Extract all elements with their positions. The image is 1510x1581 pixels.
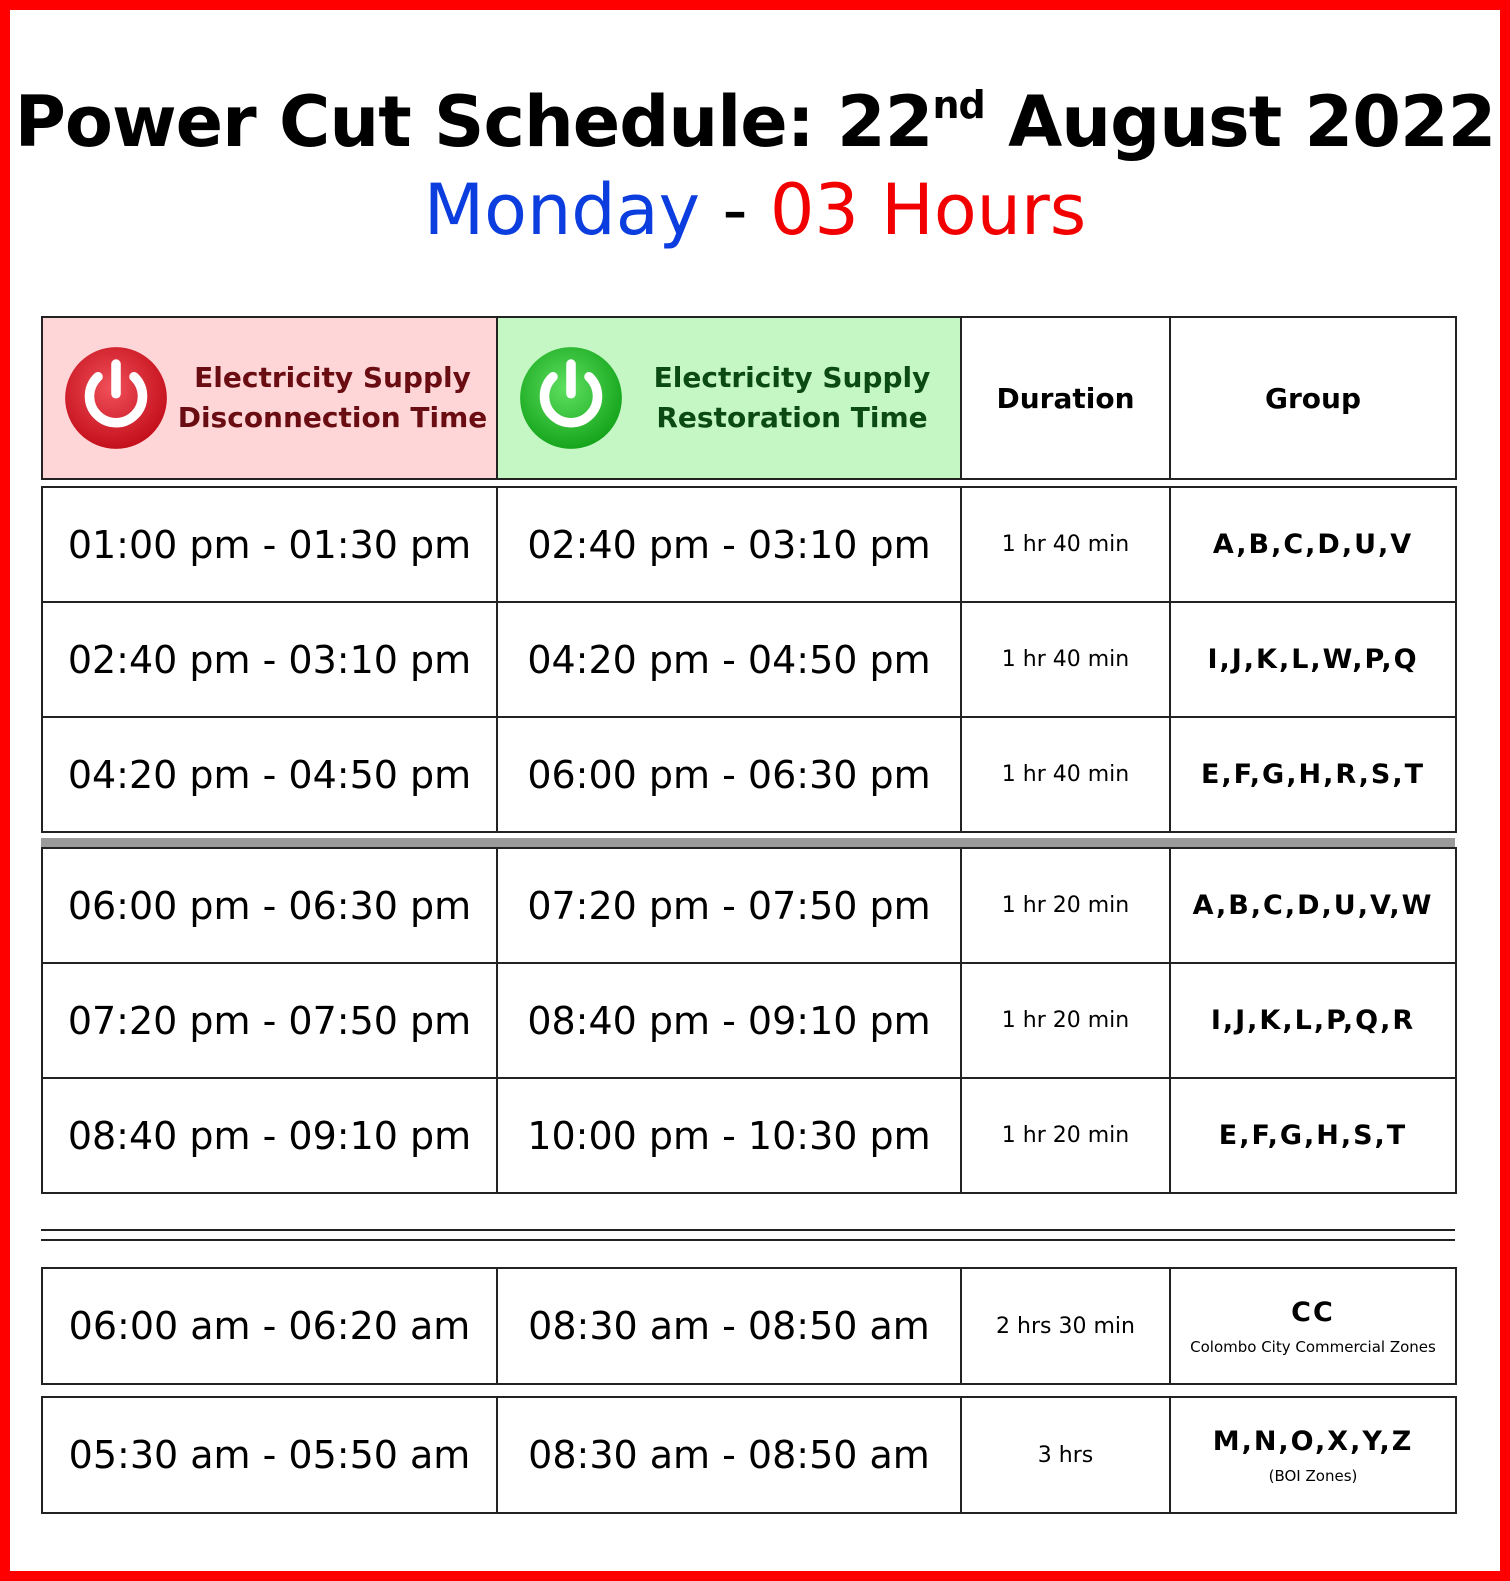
restore-header-cell: [497, 317, 961, 479]
table-row: [42, 602, 1456, 717]
group-value: A,B,C,D,U,V: [1170, 487, 1456, 602]
schedule-special-cc: [41, 1267, 1457, 1385]
table-row: [42, 963, 1456, 1078]
group-value: E,F,G,H,R,S,T: [1170, 717, 1456, 832]
restore-time: 10:00 pm - 10:30 pm: [497, 1078, 961, 1193]
duration-value: 1 hr 20 min: [961, 963, 1170, 1078]
group-value: M,N,O,X,Y,Z: [1212, 1425, 1414, 1457]
schedule-block-1: [41, 486, 1457, 833]
duration-header: Duration: [961, 317, 1170, 479]
group-value: CC: [1291, 1296, 1335, 1328]
subtitle-dash: -: [722, 169, 748, 251]
restore-time: 08:40 pm - 09:10 pm: [497, 963, 961, 1078]
restore-time: 07:20 pm - 07:50 pm: [497, 848, 961, 963]
disconnect-header-line1: Electricity Supply: [194, 361, 471, 394]
divider-line-2: [41, 1239, 1455, 1241]
group-note: (BOI Zones): [1268, 1466, 1358, 1485]
disconnect-time: 08:40 pm - 09:10 pm: [42, 1078, 497, 1193]
restore-time: 04:20 pm - 04:50 pm: [497, 602, 961, 717]
duration-value: 3 hrs: [961, 1397, 1170, 1513]
restore-time: 06:00 pm - 06:30 pm: [497, 717, 961, 832]
table-row: [42, 1268, 1456, 1384]
group-cell: [1170, 1268, 1456, 1384]
group-note: Colombo City Commercial Zones: [1190, 1337, 1436, 1356]
disconnect-time: 02:40 pm - 03:10 pm: [42, 602, 497, 717]
group-value: A,B,C,D,U,V,W: [1170, 848, 1456, 963]
table-row: [42, 1078, 1456, 1193]
group-header: Group: [1170, 317, 1456, 479]
page-subtitle: [0, 168, 1510, 252]
group-cell: [1170, 1397, 1456, 1513]
table-row: [42, 487, 1456, 602]
disconnect-time: 06:00 pm - 06:30 pm: [42, 848, 497, 963]
duration-value: 1 hr 40 min: [961, 717, 1170, 832]
disconnect-time: 07:20 pm - 07:50 pm: [42, 963, 497, 1078]
divider-line-1: [41, 1229, 1455, 1231]
disconnect-time: 04:20 pm - 04:50 pm: [42, 717, 497, 832]
group-value: I,J,K,L,W,P,Q: [1170, 602, 1456, 717]
duration-value: 2 hrs 30 min: [961, 1268, 1170, 1384]
schedule-block-2: [41, 847, 1457, 1194]
disconnect-time: 06:00 am - 06:20 am: [42, 1268, 497, 1384]
section-divider-bar: [41, 838, 1455, 847]
power-on-icon: [518, 345, 624, 451]
duration-value: 1 hr 20 min: [961, 848, 1170, 963]
restore-header-line2: Restoration Time: [656, 401, 928, 434]
group-value: E,F,G,H,S,T: [1170, 1078, 1456, 1193]
restore-time: 08:30 am - 08:50 am: [497, 1397, 961, 1513]
header-row: [42, 317, 1456, 479]
disconnect-header-cell: [42, 317, 497, 479]
table-row: [42, 848, 1456, 963]
hours-label: 03 Hours: [769, 169, 1087, 251]
duration-value: 1 hr 40 min: [961, 487, 1170, 602]
restore-time: 02:40 pm - 03:10 pm: [497, 487, 961, 602]
day-label: Monday: [423, 169, 701, 251]
title-main: Power Cut Schedule: 22: [14, 81, 933, 163]
duration-value: 1 hr 20 min: [961, 1078, 1170, 1193]
disconnect-time: 05:30 am - 05:50 am: [42, 1397, 497, 1513]
page-title: [0, 82, 1510, 162]
title-ordinal: nd: [932, 83, 985, 127]
duration-value: 1 hr 40 min: [961, 602, 1170, 717]
restore-time: 08:30 am - 08:50 am: [497, 1268, 961, 1384]
table-row: [42, 1397, 1456, 1513]
table-row: [42, 717, 1456, 832]
disconnect-header-line2: Disconnection Time: [177, 401, 488, 434]
schedule-header: [41, 316, 1457, 480]
title-rest: August 2022: [984, 81, 1496, 163]
schedule-special-boi: [41, 1396, 1457, 1514]
group-value: I,J,K,L,P,Q,R: [1170, 963, 1456, 1078]
restore-header-line1: Electricity Supply: [653, 361, 931, 394]
power-off-icon: [63, 345, 169, 451]
disconnect-time: 01:00 pm - 01:30 pm: [42, 487, 497, 602]
